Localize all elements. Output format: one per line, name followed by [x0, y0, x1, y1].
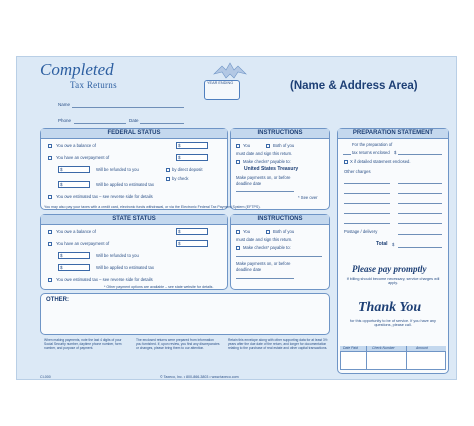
- fed-deadline-field[interactable]: [236, 191, 294, 192]
- name-field[interactable]: [72, 107, 184, 108]
- state-est-tax-label: You owe estimated tax – see reverse side for details: [56, 277, 153, 282]
- state-payee-field[interactable]: [236, 256, 322, 257]
- form-code: CI-000: [40, 375, 51, 379]
- date-field[interactable]: [140, 123, 184, 124]
- billing-note: If billing should become necessary, service charges will apply.: [346, 277, 440, 285]
- date-label: Date: [129, 118, 139, 123]
- state-both-checkbox[interactable]: [266, 230, 270, 234]
- fed-est-tax-checkbox[interactable]: [48, 195, 52, 199]
- fed-direct-deposit-checkbox[interactable]: [166, 168, 170, 172]
- fed-payee: United States Treasury: [244, 166, 299, 172]
- state-deadline-field[interactable]: [236, 278, 294, 279]
- note-payment-info: When making payments, note the last 4 digits of your Social Security number, daytime phone number, form number, and purpose of payment.: [44, 338, 122, 350]
- fed-refund-amount[interactable]: $: [58, 166, 90, 173]
- fed-applied-amount[interactable]: $: [58, 181, 90, 188]
- state-checks-checkbox[interactable]: [236, 246, 240, 250]
- prep-other-charges-label: Other charges: [344, 169, 371, 174]
- fed-owe-checkbox[interactable]: [48, 144, 52, 148]
- preparation-title: PREPARATION STATEMENT: [338, 129, 448, 139]
- prep-charge-amt-4[interactable]: [398, 213, 442, 214]
- state-est-tax-checkbox[interactable]: [48, 278, 52, 282]
- prep-charge-desc-5[interactable]: [344, 223, 390, 224]
- year-ending-label: YEAR ENDING: [207, 81, 234, 85]
- fed-deadline-label: deadline date: [236, 181, 262, 186]
- fed-footer-note: You may also pay your taxes with a credit card, electronic funds withdrawal, or via the Electronic Federal Tax Payment System (EFTPS).: [44, 205, 261, 209]
- state-applied-amount[interactable]: $: [58, 264, 90, 271]
- fed-applied-label: Will be applied to estimated tax: [96, 182, 154, 187]
- fed-sign-line: must date and sign this return.: [236, 151, 293, 156]
- fed-check-label: by check: [172, 176, 189, 181]
- prep-postage-label: Postage / delivery: [344, 229, 378, 234]
- prep-charge-desc-2[interactable]: [344, 193, 390, 194]
- form-subtitle: Tax Returns: [70, 80, 117, 90]
- fed-checks-payable-label: Make checks* payable to:: [243, 159, 291, 164]
- prep-fee-field[interactable]: [398, 154, 442, 155]
- col-check-number: Check Number: [372, 346, 395, 350]
- fed-overpay-label: You have an overpayment of: [56, 155, 110, 160]
- prep-total-label: Total: [376, 241, 388, 247]
- form-title: Completed: [40, 60, 114, 79]
- fed-owe-amount[interactable]: $: [176, 142, 208, 149]
- state-overpay-checkbox[interactable]: [48, 242, 52, 246]
- thank-you-label: Thank You: [358, 300, 422, 315]
- state-overpay-amount[interactable]: $: [176, 240, 208, 247]
- prep-postage-field[interactable]: [398, 234, 442, 235]
- state-owe-amount[interactable]: $: [176, 228, 208, 235]
- col-date-paid: Date Paid: [343, 346, 358, 350]
- state-deadline-label: deadline date: [236, 267, 262, 272]
- copyright-line: © Taxeco, Inc. • 800-866-3803 • www.taxeco.com: [160, 375, 239, 379]
- state-owe-label: You owe a balance of: [56, 229, 96, 234]
- state-you-checkbox[interactable]: [236, 230, 240, 234]
- state-both-label: Both of you: [273, 229, 295, 234]
- thank-you-note: for this opportunity to be of service. If you have any questions, please call.: [350, 319, 436, 327]
- table-divider-1: [366, 346, 367, 370]
- col-amount: Amount: [416, 346, 428, 350]
- prep-charge-amt-2[interactable]: [398, 193, 442, 194]
- fed-you-checkbox[interactable]: [236, 144, 240, 148]
- prep-charge-desc-4[interactable]: [344, 213, 390, 214]
- name-label: Name: [58, 102, 71, 107]
- fed-check-checkbox[interactable]: [166, 177, 170, 181]
- fed-overpay-checkbox[interactable]: [48, 156, 52, 160]
- phone-field[interactable]: [74, 123, 126, 124]
- phone-label: Phone: [58, 118, 72, 123]
- fed-overpay-amount[interactable]: $: [176, 154, 208, 161]
- state-overpay-label: You have an overpayment of: [56, 241, 110, 246]
- state-you-label: You: [243, 229, 251, 234]
- table-divider-2: [406, 346, 407, 370]
- fed-you-label: You: [243, 143, 251, 148]
- state-applied-label: Will be applied to estimated tax: [96, 265, 154, 270]
- state-refund-amount[interactable]: $: [58, 252, 90, 259]
- fed-both-checkbox[interactable]: [266, 144, 270, 148]
- name-address-area: (Name & Address Area): [290, 80, 418, 92]
- note-review: The enclosed returns were prepared from information you furnished. If, upon review, you find any discrepancies or changes, please bring them to our attention.: [136, 338, 220, 350]
- prep-total-field[interactable]: [398, 247, 442, 248]
- state-checks-payable-label: Make checks* payable to:: [243, 245, 291, 250]
- prep-itemized-checkbox[interactable]: [344, 160, 348, 164]
- prep-for-label: For the preparation of: [352, 142, 393, 147]
- fed-checks-checkbox[interactable]: [236, 160, 240, 164]
- prep-charge-amt-1[interactable]: [398, 183, 442, 184]
- fed-both-label: Both of you: [273, 143, 295, 148]
- state-pay-before-label: Make payments on, or before: [236, 261, 291, 266]
- note-retain: Retain this envelope along with other supporting data for at least 3½ years after the due date of the return, and longer for documentation relating to the purchase of real estate and other capital transactions.: [228, 338, 328, 350]
- fed-est-tax-label: You owe estimated tax – see reverse side for details: [56, 194, 153, 199]
- federal-instructions-title: INSTRUCTIONS: [231, 129, 329, 139]
- prep-charge-desc-1[interactable]: [344, 183, 390, 184]
- federal-status-title: FEDERAL STATUS: [41, 129, 227, 139]
- prep-itemized-label: X if detailed statement enclosed.: [350, 159, 411, 164]
- state-instructions-title: INSTRUCTIONS: [231, 215, 329, 225]
- other-panel[interactable]: [40, 293, 330, 335]
- state-status-title: STATE STATUS: [41, 215, 227, 225]
- other-label: OTHER:: [46, 297, 69, 303]
- preparation-statement-panel: [337, 128, 449, 374]
- state-footer-note: * Other payment options are available – see state website for details.: [104, 285, 214, 289]
- pay-promptly-label: Please pay promptly: [352, 264, 427, 274]
- prep-tax-returns-label: tax returns enclosed: [352, 150, 390, 155]
- prep-count-field[interactable]: [343, 154, 351, 155]
- state-owe-checkbox[interactable]: [48, 230, 52, 234]
- prep-charge-desc-3[interactable]: [344, 203, 390, 204]
- fed-direct-deposit-label: by direct deposit: [172, 167, 203, 172]
- prep-currency-2: $: [392, 242, 395, 247]
- fed-owe-label: You owe a balance of: [56, 143, 96, 148]
- state-sign-line: must date and sign this return.: [236, 237, 293, 242]
- prep-charge-amt-3[interactable]: [398, 203, 442, 204]
- prep-currency-1: $: [394, 150, 397, 155]
- fed-pay-before-label: Make payments on, or before: [236, 175, 291, 180]
- prep-charge-amt-5[interactable]: [398, 223, 442, 224]
- fed-refund-label: Will be refunded to you: [96, 167, 139, 172]
- fed-see-over-label: * See over: [298, 195, 318, 200]
- state-refund-label: Will be refunded to you: [96, 253, 139, 258]
